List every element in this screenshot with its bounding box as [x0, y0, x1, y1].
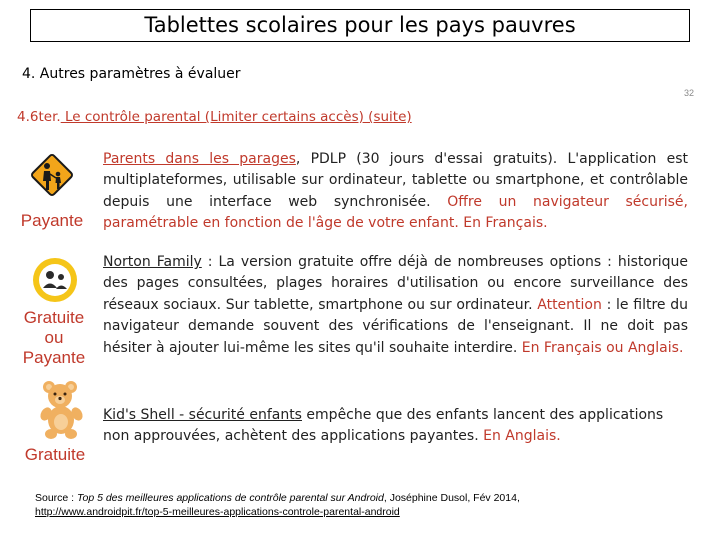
norton-family-icon: [31, 256, 79, 304]
price-gratuite: Gratuite: [23, 308, 85, 327]
subsection-text: Le contrôle parental (Limiter certains accès) (suite): [60, 109, 412, 125]
section-heading: 4. Autres paramètres à évaluer: [22, 66, 241, 82]
app-text-2: : le filtre du navigateur demande souvent des vérifications de l'enseignant. Il ne doit pas hésiter à ajouter lui-même les sites qu'il souhaite interdire.: [103, 296, 688, 356]
app-text: : La version gratuite offre déjà de nombreuses options : historique des pages consultées, plages horaires d'utilisation ou encore surveillance des réseaux sociaux. Sur tablette, smartphone ou sur ordinateur.: [103, 254, 688, 313]
price-label-gratuite: Gratuite: [24, 445, 86, 464]
price-ou: ou: [44, 328, 64, 347]
app-text: , PDLP (30 jours d'essai gratuits). L'application est multiplateformes, utilisable sur ordinateur, tablette ou smartphone, et contrôlable depuis une interface web synchronisée.: [103, 151, 688, 210]
source-citation: [35, 491, 520, 519]
subsection-heading: [17, 109, 412, 125]
subsection-number: 4.6ter.: [17, 109, 61, 125]
app-description-kids-shell: [103, 405, 688, 448]
app-description-norton: [103, 252, 688, 359]
app-text: empêche que des enfants lancent des applications non approuvées, achètent des applications payantes.: [103, 407, 664, 445]
source-suffix: , Joséphine Dusol, Fév 2014,: [383, 492, 520, 504]
app-language: Offre un navigateur sécurisé, paramétrable en fonction de l'âge de votre enfant. En Français.: [103, 193, 688, 232]
attention-label: Attention: [537, 296, 602, 313]
source-prefix: Source :: [35, 492, 78, 504]
warning-sign-parent-child-icon: [27, 150, 77, 204]
app-name-parents: Parents dans les parages: [103, 151, 296, 167]
page-number: 32: [683, 88, 694, 98]
slide-title: [30, 9, 690, 42]
teddy-bear-icon: [37, 378, 87, 440]
source-line-2: [35, 505, 520, 519]
app-name-norton: Norton Family: [103, 254, 202, 270]
price-label-payante: Payante: [20, 211, 84, 230]
app-language: En Anglais.: [483, 428, 561, 445]
source-line-1: [35, 491, 520, 505]
price-payante: Payante: [22, 348, 86, 367]
slide-title-text: Tablettes scolaires pour les pays pauvres: [144, 13, 576, 37]
price-label-gratuite-ou-payante: [17, 308, 91, 368]
app-language: En Français ou Anglais.: [521, 339, 684, 356]
source-link[interactable]: http://www.androidpit.fr/top-5-meilleures-applications-controle-parental-android: [35, 506, 400, 518]
source-title: Top 5 des meilleures applications de contrôle parental sur Android: [77, 492, 384, 504]
app-name-kids-shell: Kid's Shell - sécurité enfants: [103, 407, 302, 423]
app-description-parents: [103, 149, 688, 235]
